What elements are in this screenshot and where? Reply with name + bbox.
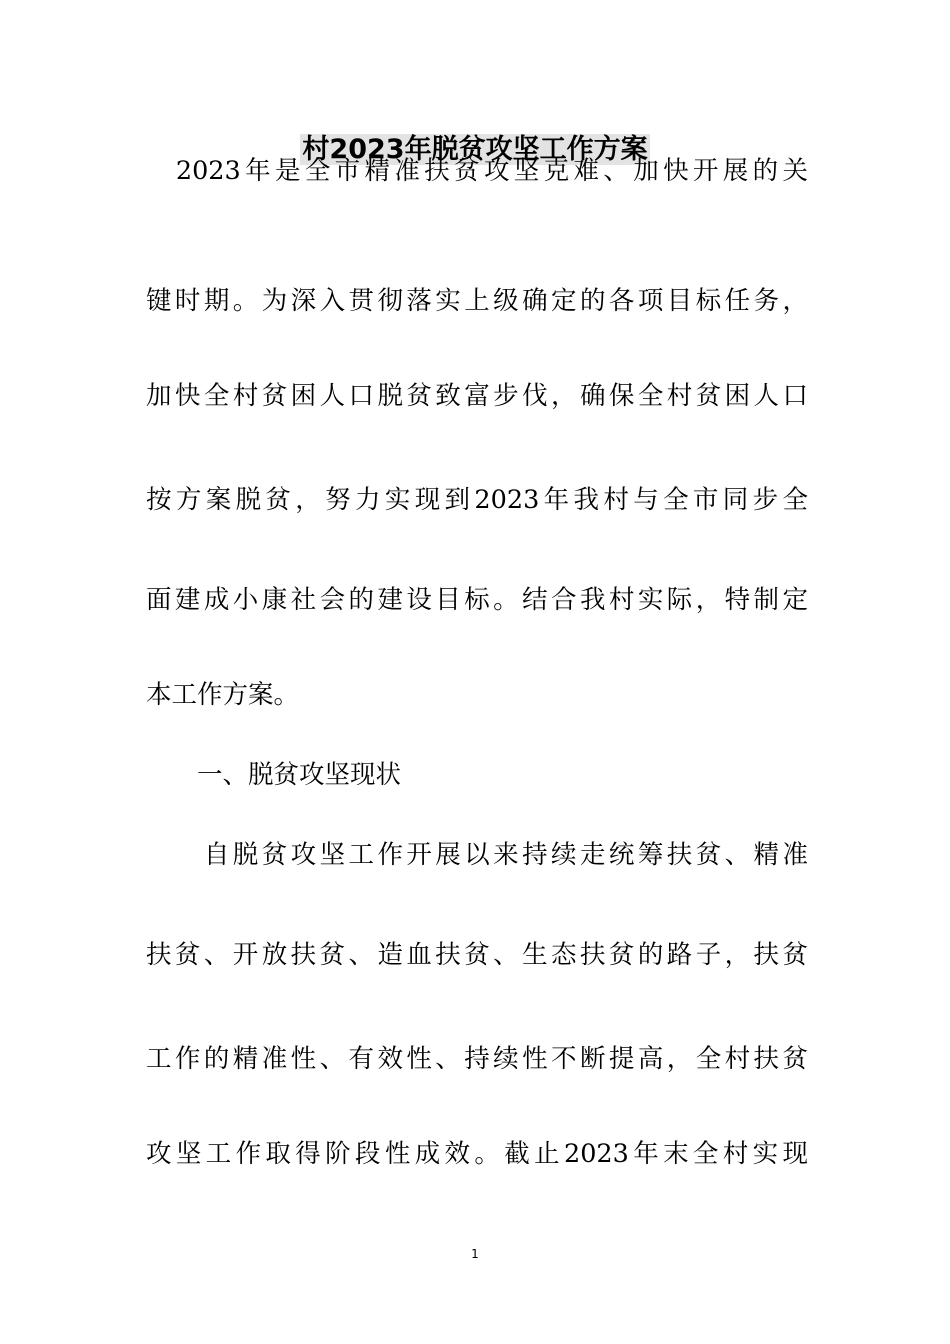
body-line-8: 自脱贫攻坚工作开展以来持续走统筹扶贫、精准 [146,840,808,870]
body-line-3: 加快全村贫困人口脱贫致富步伐，确保全村贫困人口 [146,381,808,411]
body-line-2: 键时期。为深入贯彻落实上级确定的各项目标任务， [146,286,808,316]
body-line-6: 本工作方案。 [146,680,300,710]
page-number: 1 [471,1247,479,1261]
body-line-5: 面建成小康社会的建设目标。结合我村实际，特制定 [146,585,808,615]
document-title-text: 村2023年脱贫攻坚工作方案 [302,134,648,165]
body-line-10: 工作的精准性、有效性、持续性不断提高，全村扶贫 [146,1044,808,1074]
body-line-11: 攻坚工作取得阶段性成效。截止2023年末全村实现 [146,1139,808,1169]
section-heading-1: 一、脱贫攻坚现状 [146,760,402,790]
body-line-9: 扶贫、开放扶贫、造血扶贫、生态扶贫的路子，扶贫 [146,940,808,970]
body-line-1: 2023年是全市精准扶贫攻坚克难、加快开展的关 [146,156,808,186]
body-line-4: 按方案脱贫，努力实现到2023年我村与全市同步全 [146,485,808,515]
